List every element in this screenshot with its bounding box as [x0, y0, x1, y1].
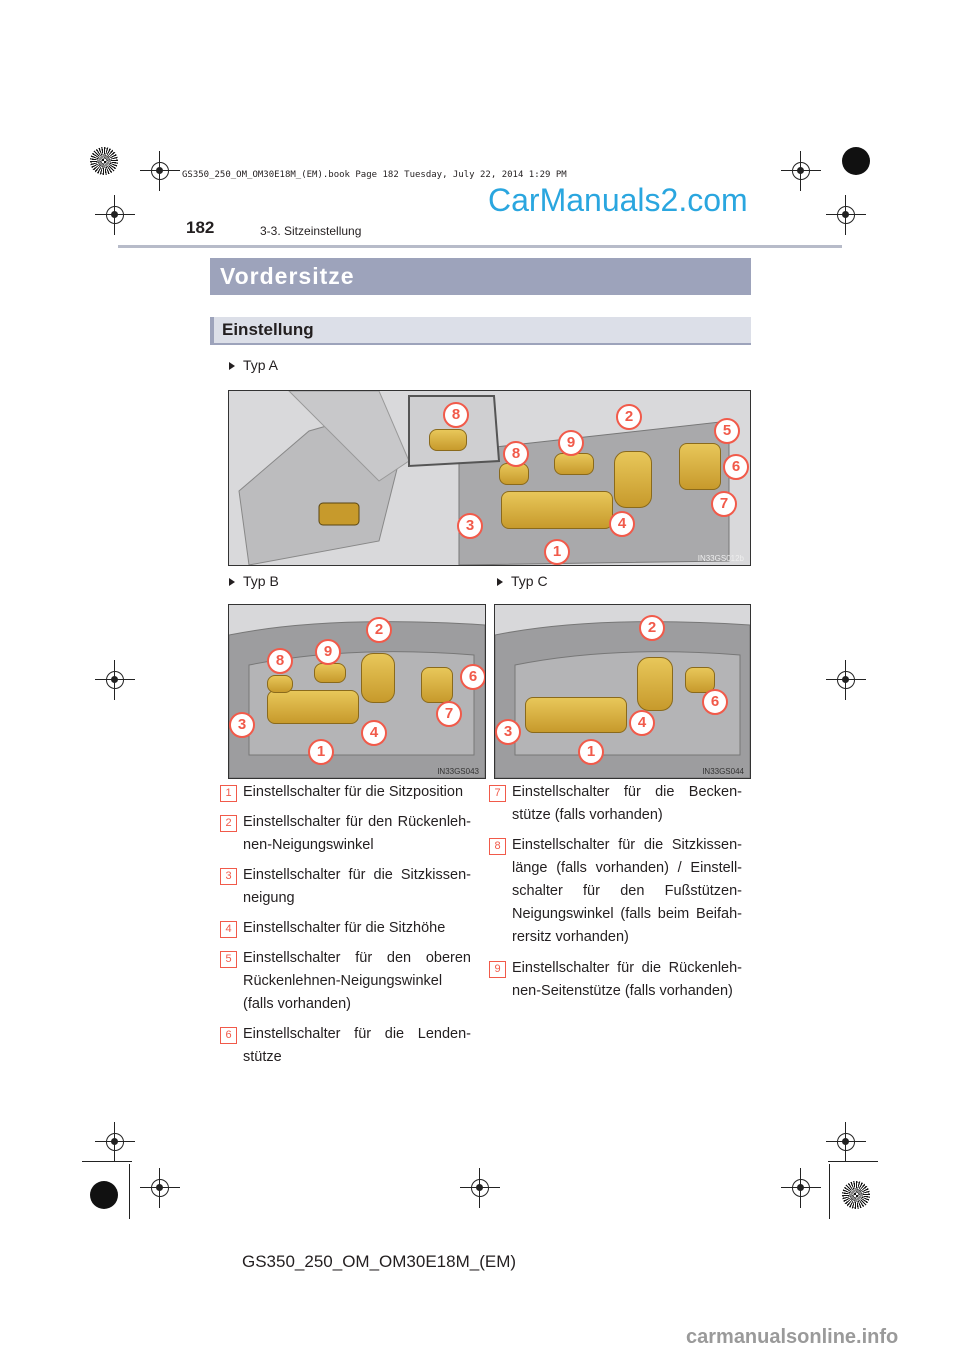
item-description: Einstellschalter für die Becken-stütze (falls vorhanden): [512, 784, 742, 823]
callout-1: 1: [544, 539, 570, 565]
seat-position-switch: [525, 697, 627, 733]
triangle-bullet-icon: [229, 362, 235, 370]
crop-line: [129, 1164, 130, 1219]
registration-crosshair-icon: [781, 1168, 821, 1208]
callout-4: 4: [609, 511, 635, 537]
seatback-switch: [614, 451, 652, 508]
section-title: Vordersitze: [210, 258, 751, 295]
type-label-text: Typ A: [243, 357, 279, 373]
item-description: Einstellschalter für die Rückenleh-nen-Seitenstütze (falls vorhanden): [512, 960, 742, 999]
item-description: Einstellschalter für den Rückenleh-nen-Neigungswinkel: [243, 814, 471, 853]
callout-4: 4: [361, 720, 387, 746]
type-label-text: Typ B: [243, 573, 279, 589]
callout-7: 7: [436, 701, 462, 727]
item-description: Einstellschalter für die Sitzhöhe: [243, 920, 446, 936]
registration-crosshair-icon: [781, 151, 821, 191]
triangle-bullet-icon: [229, 578, 235, 586]
type-label-c: [497, 573, 548, 589]
seat-position-switch: [501, 491, 613, 529]
callout-8: 8: [267, 648, 293, 674]
callout-1: 1: [578, 739, 604, 765]
item-number-box: 3: [220, 868, 237, 885]
lumbar-switch: [421, 667, 453, 703]
callout-9: 9: [315, 639, 341, 665]
item-description: Einstellschalter für die Lenden-stütze: [243, 1026, 471, 1065]
seatback-switch: [361, 653, 395, 703]
item-number-box: 9: [489, 961, 506, 978]
callout-8: 8: [443, 402, 469, 428]
figure-code: IN33GS044: [702, 767, 744, 776]
callout-6: 6: [723, 454, 749, 480]
seatback-switch: [637, 657, 673, 711]
crop-line: [829, 1164, 830, 1219]
registration-crosshair-icon: [826, 195, 866, 235]
popup-switch: [429, 429, 467, 451]
type-label-a: [229, 357, 278, 373]
callout-2: 2: [639, 615, 665, 641]
figure-type-a: [228, 390, 751, 566]
registration-crosshair-icon: [95, 1122, 135, 1162]
callout-3: 3: [495, 719, 521, 745]
item-description: Einstellschalter für die Sitzkissen-länge (falls vorhanden) / Einstell-schalter für den Fußstützen-Neigungswinkel (falls beim Beifah-rersitz vorhanden): [512, 837, 742, 945]
registration-crosshair-icon: [140, 151, 180, 191]
subsection-title: Einstellung: [210, 317, 751, 345]
callout-6: 6: [702, 689, 728, 715]
seat-position-switch: [267, 690, 359, 724]
registration-dot-icon: [842, 147, 870, 175]
registration-starburst-icon: [90, 147, 118, 175]
side-support-switch: [554, 453, 594, 475]
side-support-switch: [314, 663, 346, 683]
seat-illustration: [229, 391, 750, 565]
section-breadcrumb: 3-3. Sitzeinstellung: [260, 224, 362, 238]
figure-type-b: [228, 604, 486, 779]
item-number-box: 5: [220, 951, 237, 968]
callout-4: 4: [629, 710, 655, 736]
figure-code: IN33GS043: [437, 767, 479, 776]
callout-3: 3: [229, 712, 255, 738]
manual-code: GS350_250_OM_OM30E18M_(EM): [242, 1252, 517, 1271]
callout-8: 8: [503, 441, 529, 467]
registration-crosshair-icon: [95, 195, 135, 235]
registration-starburst-icon: [842, 1181, 870, 1209]
type-label-b: [229, 573, 279, 589]
lumbar-switch: [679, 443, 721, 490]
registration-crosshair-icon: [460, 1168, 500, 1208]
callout-5: 5: [714, 418, 740, 444]
item-number-box: 1: [220, 785, 237, 802]
callout-2: 2: [616, 404, 642, 430]
registration-crosshair-icon: [826, 1122, 866, 1162]
crop-line: [828, 1161, 878, 1162]
registration-crosshair-icon: [140, 1168, 180, 1208]
book-stamp: GS350_250_OM_OM30E18M_(EM).book Page 182 Tuesday, July 22, 2014 1:29 PM: [182, 170, 567, 180]
item-number-box: 6: [220, 1027, 237, 1044]
item-number-box: 8: [489, 838, 506, 855]
item-number-box: 7: [489, 785, 506, 802]
registration-crosshair-icon: [95, 660, 135, 700]
callout-7: 7: [711, 491, 737, 517]
callout-9: 9: [558, 430, 584, 456]
item-number-box: 2: [220, 815, 237, 832]
callout-6: 6: [460, 664, 486, 690]
crop-line: [82, 1161, 132, 1162]
page-number: 182: [186, 218, 215, 237]
item-description: Einstellschalter für den oberen Rückenlehnen-Neigungswinkel (falls vorhanden): [243, 950, 471, 1012]
callout-1: 1: [308, 739, 334, 765]
callout-3: 3: [457, 513, 483, 539]
item-description: Einstellschalter für die Sitzposition: [243, 784, 464, 800]
item-number-box: 4: [220, 921, 237, 938]
triangle-bullet-icon: [497, 578, 503, 586]
header-rule: [118, 245, 842, 248]
figure-code: IN33GS012b: [697, 554, 744, 563]
callout-2: 2: [366, 617, 392, 643]
registration-crosshair-icon: [826, 660, 866, 700]
cushion-length-switch: [267, 675, 293, 693]
figure-type-c: [494, 604, 751, 779]
watermark-brand[interactable]: CarManuals2.com: [488, 182, 748, 218]
item-description: Einstellschalter für die Sitzkissen-neigung: [243, 867, 471, 906]
registration-dot-icon: [90, 1181, 118, 1209]
footer-site[interactable]: carmanualsonline.info: [686, 1326, 899, 1348]
type-label-text: Typ C: [511, 573, 548, 589]
